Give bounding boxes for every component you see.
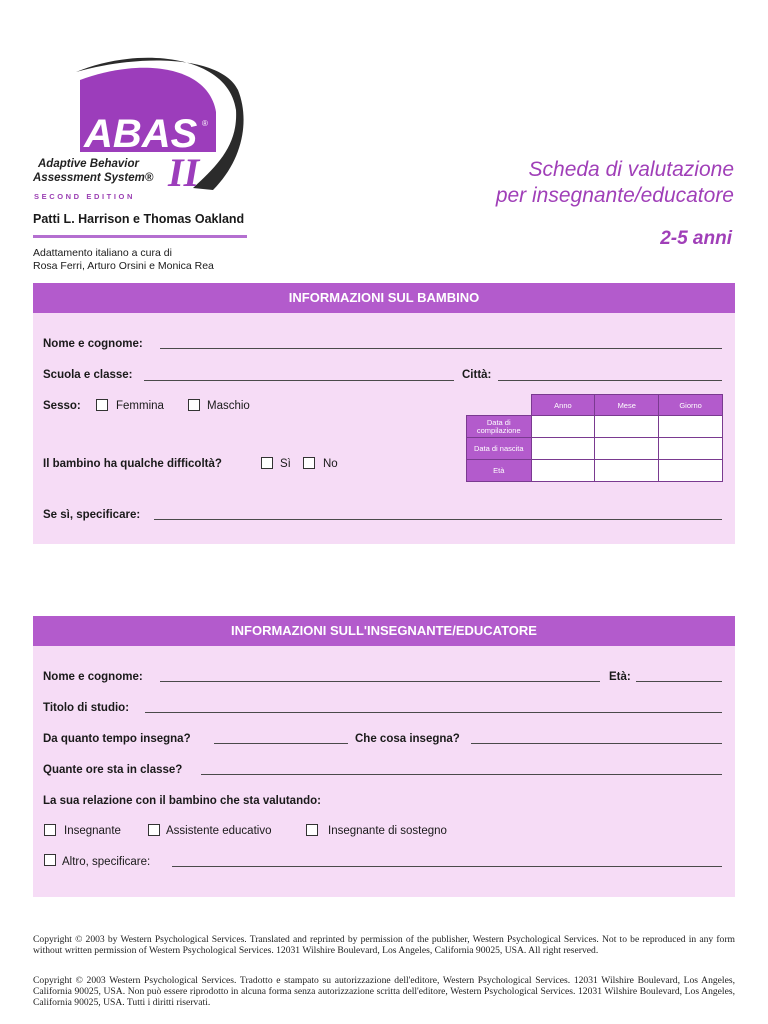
date-table xyxy=(466,394,723,482)
child-name-label: Nome e cognome: xyxy=(43,338,143,350)
difficulty-no-label: No xyxy=(323,458,338,470)
adaptation-line-2: Rosa Ferri, Arturo Orsini e Monica Rea xyxy=(33,260,214,272)
form-title-line-1: Scheda di valutazione xyxy=(528,158,734,181)
assistant-option-checkbox[interactable] xyxy=(148,824,160,836)
compilation-month-cell[interactable] xyxy=(595,416,659,438)
male-checkbox[interactable] xyxy=(188,399,200,411)
teacher-info-panel xyxy=(33,616,735,897)
birth-month-cell[interactable] xyxy=(595,438,659,460)
difficulty-yes-checkbox[interactable] xyxy=(261,457,273,469)
copyright-english: Copyright © 2003 by Western Psychological Services. Translated and reprinted by permission of the publisher, Western Psychological Services. Not to be reproduced in any form without written permission of Western Psychological Services. 12031 Wilshire Boulevard, Los Angeles, California 90025, USA. All right reserved. xyxy=(33,934,735,956)
teacher-option-label: Insegnante xyxy=(64,825,121,837)
compilation-day-cell[interactable] xyxy=(659,416,723,438)
difficulty-label: Il bambino ha qualche difficoltà? xyxy=(43,458,222,470)
male-label: Maschio xyxy=(207,400,250,412)
female-label: Femmina xyxy=(116,400,164,412)
copyright-italian: Copyright © 2003 Western Psychological Services. Tradotto e stampato su autorizzazione dell'editore, Western Psychological Services. 12031 Wilshire Boulevard, Los Angeles, California 90025, USA. Non può essere riprodotto in alcuna forma senza autorizzazione scritta dell'editore, Western Psychological Services. 12031 Wilshire Boulevard, Los Angeles, California 90025, USA. Tutti i diritti riservati. xyxy=(33,975,735,1008)
age-day-cell[interactable] xyxy=(659,460,723,482)
female-checkbox[interactable] xyxy=(96,399,108,411)
date-row-compilation: Data di compilazione xyxy=(467,416,532,438)
sex-label: Sesso: xyxy=(43,400,81,412)
teacher-name-label: Nome e cognome: xyxy=(43,671,143,683)
abas-logo xyxy=(28,50,258,210)
other-option-checkbox[interactable] xyxy=(44,854,56,866)
difficulty-no-checkbox[interactable] xyxy=(303,457,315,469)
hours-field[interactable] xyxy=(201,774,722,775)
age-range: 2-5 anni xyxy=(660,228,732,249)
birth-year-cell[interactable] xyxy=(531,438,595,460)
logo-numeral: II xyxy=(168,150,200,195)
teacher-info-header: INFORMAZIONI SULL'INSEGNANTE/EDUCATORE xyxy=(33,616,735,646)
age-year-cell[interactable] xyxy=(531,460,595,482)
logo-subtitle-2: Assessment System® xyxy=(33,172,154,184)
compilation-year-cell[interactable] xyxy=(531,416,595,438)
age-month-cell[interactable] xyxy=(595,460,659,482)
school-field[interactable] xyxy=(144,380,454,381)
logo-reg-mark: ® xyxy=(202,119,208,128)
form-title-line-2: per insegnante/educatore xyxy=(495,184,734,207)
support-teacher-option-label: Insegnante di sostegno xyxy=(328,825,447,837)
subject-field[interactable] xyxy=(471,743,722,744)
teacher-option-checkbox[interactable] xyxy=(44,824,56,836)
relation-label: La sua relazione con il bambino che sta valutando: xyxy=(43,795,321,807)
teacher-age-field[interactable] xyxy=(636,681,722,682)
child-name-field[interactable] xyxy=(160,348,722,349)
subject-label: Che cosa insegna? xyxy=(355,733,460,745)
support-teacher-option-checkbox[interactable] xyxy=(306,824,318,836)
adaptation-line-1: Adattamento italiano a cura di xyxy=(33,247,172,259)
teacher-age-label: Età: xyxy=(609,671,631,683)
child-info-header: INFORMAZIONI SUL BAMBINO xyxy=(33,283,735,313)
years-teaching-label: Da quanto tempo insegna? xyxy=(43,733,191,745)
degree-label: Titolo di studio: xyxy=(43,702,130,714)
specify-field[interactable] xyxy=(154,519,722,520)
logo-brand-text: ABAS xyxy=(84,112,198,156)
other-specify-field[interactable] xyxy=(172,866,722,867)
years-teaching-field[interactable] xyxy=(214,743,348,744)
city-label: Città: xyxy=(462,369,492,381)
teacher-name-field[interactable] xyxy=(160,681,600,682)
date-row-birth: Data di nascita xyxy=(467,438,532,460)
date-table-corner xyxy=(467,395,532,416)
date-col-day: Giorno xyxy=(659,395,723,416)
date-col-year: Anno xyxy=(531,395,595,416)
school-label: Scuola e classe: xyxy=(43,369,133,381)
city-field[interactable] xyxy=(498,380,722,381)
difficulty-yes-label: Sì xyxy=(280,458,291,470)
other-option-label: Altro, specificare: xyxy=(62,856,151,868)
authors: Patti L. Harrison e Thomas Oakland xyxy=(33,212,245,226)
specify-label: Se sì, specificare: xyxy=(43,509,141,521)
date-row-age: Età xyxy=(467,460,532,482)
assistant-option-label: Assistente educativo xyxy=(166,825,272,837)
hours-label: Quante ore sta in classe? xyxy=(43,764,183,776)
logo-edition: SECOND EDITION xyxy=(34,192,135,201)
logo-subtitle-1: Adaptive Behavior xyxy=(38,158,139,170)
date-col-month: Mese xyxy=(595,395,659,416)
author-divider xyxy=(33,235,247,238)
degree-field[interactable] xyxy=(145,712,722,713)
birth-day-cell[interactable] xyxy=(659,438,723,460)
